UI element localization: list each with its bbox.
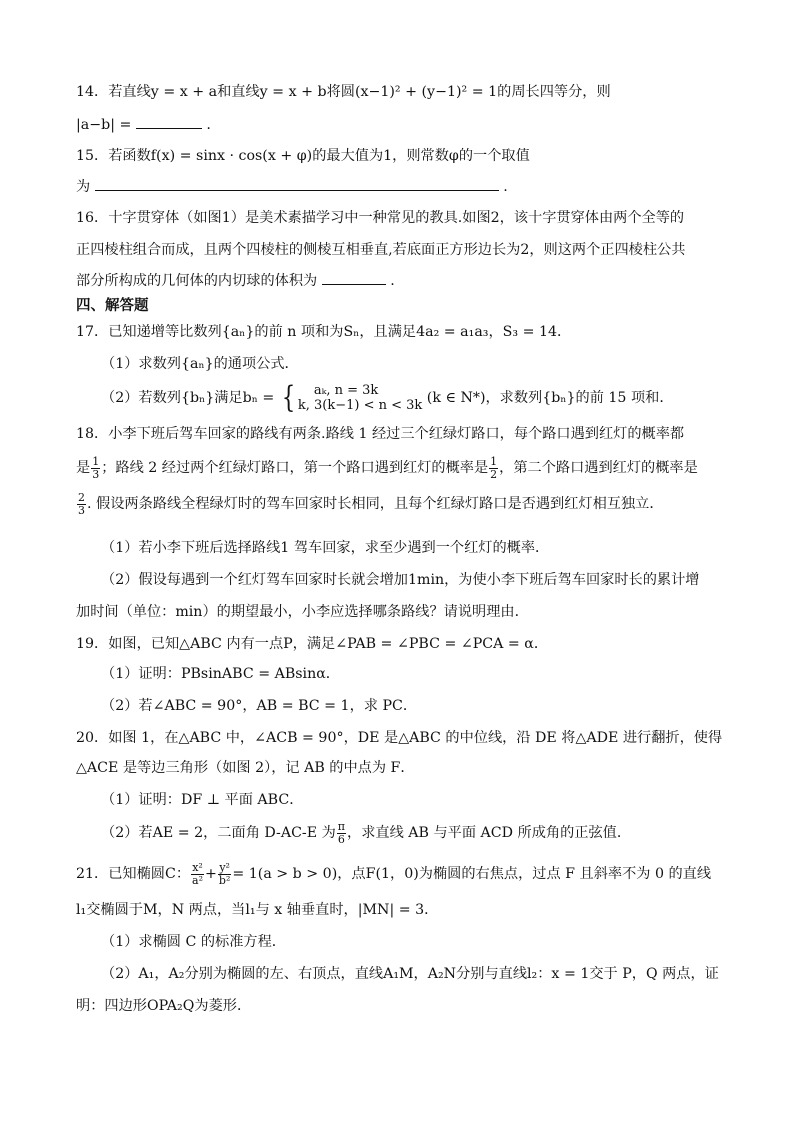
frac-den: 3 <box>92 467 100 481</box>
fraction-2-3 <box>77 492 86 517</box>
q20-part2 <box>101 818 724 848</box>
q17-line1: 17．已知递增等比数列{aₙ}的前 n 项和为Sₙ，且满足4a₂ = a₁a₃，S₃ = 14． <box>76 324 572 340</box>
q15-line1: 15．若函数f(x) = sinx · cos(x + φ)的最大值为1，则常数φ的一个取值 <box>76 148 530 164</box>
q20-part2-suffix: ，求直线 AB 与平面 ACD 所成角的正弦值． <box>347 825 632 841</box>
q19-part2: （2）若∠ABC = 90°，AB = BC = 1，求 PC． <box>101 698 418 714</box>
q21-prefix: 21．已知椭圆C： <box>76 866 191 882</box>
q18-line2 <box>76 454 724 482</box>
q17-part2-suffix: (k ∈ N*)，求数列{bₙ}的前 15 项和． <box>426 390 674 406</box>
q20-line1: 20．如图 1，在△ABC 中，∠ACB = 90°，DE 是△ABC 的中位线，沿 DE 将△ADE 进行翻折，使得 <box>76 730 723 746</box>
frac-den: 2 <box>490 467 498 481</box>
q18-line3 <box>76 490 724 518</box>
piecewise-case-1: aₖ, n = 3k <box>313 383 379 398</box>
q15-answer-blank <box>95 176 499 191</box>
frac-num: 2 <box>78 490 85 504</box>
q21-suffix: = 1(a > b > 0)，点F(1，0)为椭圆的右焦点，过点 F 且斜率不为 0 的直线 <box>232 866 712 882</box>
frac-den: a² <box>192 873 204 887</box>
frac-den: 3 <box>78 503 85 517</box>
piecewise-function <box>279 380 423 416</box>
q20-part2-prefix: （2）若AE = 2，二面角 D-AC-E 为 <box>101 825 336 841</box>
q16-line3 <box>76 270 724 291</box>
q21-line1 <box>76 858 724 890</box>
q20-part1: （1）证明：DF ⊥ 平面 ABC． <box>101 792 304 808</box>
fraction-1-3 <box>91 456 100 481</box>
q18-part1: （1）若小李下班后选择路线1 驾车回家，求至少遇到一个红灯的概率． <box>101 540 550 556</box>
q15-answer-label: 为 <box>76 179 91 195</box>
frac-num: 1 <box>490 454 498 468</box>
fraction-pi-6 <box>337 821 346 846</box>
q18-part2-line1: （2）假设每遇到一个红灯驾车回家时长就会增加1min，为使小李下班后驾车回家时长的累计增 <box>101 572 700 588</box>
q16-answer-label: 部分所构成的几何体的内切球的体积为 <box>76 273 318 289</box>
left-brace-icon: { <box>281 380 295 415</box>
fraction-x2-a2 <box>191 862 204 887</box>
q14-line1: 14．若直线y = x + a和直线y = x + b将圆(x−1)² + (y−1)² = 1的周长四等分，则 <box>76 84 611 100</box>
q14-answer-blank <box>136 114 202 129</box>
q14-line2 <box>76 114 724 135</box>
q16-line1: 16．十字贯穿体（如图1）是美术素描学习中一种常见的教具.如图2，该十字贯穿体由两个全等的 <box>76 210 685 226</box>
q19-part1: （1）证明：PBsinABC = ABsinα． <box>101 666 340 682</box>
q21-part2-line1: （2）A₁，A₂分别为椭圆的左、右顶点，直线A₁M，A₂N分别与直线l₂：x = 1交于 P，Q 两点，证 <box>101 966 719 982</box>
q17-part1: （1）求数列{aₙ}的通项公式． <box>101 356 299 372</box>
fraction-y2-b2 <box>218 862 231 887</box>
q18-line3-text: . 假设两条路线全程绿灯时的驾车回家时长相同，且每个红绿灯路口是否遇到红灯相互独立． <box>87 496 664 512</box>
q21-line2: l₁交椭圆于M，N 两点，当l₁与 x 轴垂直时，|MN| = 3． <box>76 902 439 918</box>
q17-part2-prefix: （2）若数列{bₙ}满足bₙ = <box>101 390 275 406</box>
q16-line2: 正四棱柱组合而成，且两个四棱柱的侧棱互相垂直,若底面正方形边长为2，则这两个正四棱柱公共 <box>76 242 686 258</box>
q19-line1: 19．如图，已知△ABC 内有一点P，满足∠PAB = ∠PBC = ∠PCA = α． <box>76 636 549 652</box>
q18-text-a: 是 <box>76 460 91 476</box>
section-title: 四、解答题 <box>76 298 149 314</box>
frac-den: 6 <box>337 832 345 846</box>
q18-text-b: ；路线 2 经过两个红绿灯路口，第一个路口遇到红灯的概率是 <box>101 460 489 476</box>
q16-period: . <box>390 273 395 289</box>
q14-answer-label: |a−b| = <box>76 117 132 133</box>
q20-line2: △ACE 是等边三角形（如图 2），记 AB 的中点为 F． <box>76 760 415 776</box>
q14-period: . <box>206 117 211 133</box>
q18-part2-line2: 加时间（单位：min）的期望最小，小李应选择哪条路线？请说明理由． <box>76 604 529 620</box>
plus-sign: + <box>205 866 217 882</box>
q18-text-c: ，第二个路口遇到红灯的概率是 <box>499 460 698 476</box>
q15-period: . <box>503 179 508 195</box>
q17-part2 <box>101 380 724 416</box>
frac-num: y² <box>219 860 230 874</box>
frac-num: π <box>337 819 346 833</box>
q21-part2-line2: 明：四边形OPA₂Q为菱形． <box>76 998 252 1014</box>
q18-line1: 18．小李下班后驾车回家的路线有两条.路线 1 经过三个红绿灯路口，每个路口遇到红灯的概率都 <box>76 426 685 442</box>
q21-part1: （1）求椭圆 C 的标准方程． <box>101 934 286 950</box>
frac-den: b² <box>218 873 231 887</box>
q16-answer-blank <box>322 270 386 285</box>
frac-num: x² <box>192 860 203 874</box>
frac-num: 1 <box>92 454 100 468</box>
piecewise-case-2: k, 3(k−1) < n < 3k <box>297 398 423 413</box>
q15-line2 <box>76 176 724 197</box>
fraction-1-2 <box>489 456 498 481</box>
